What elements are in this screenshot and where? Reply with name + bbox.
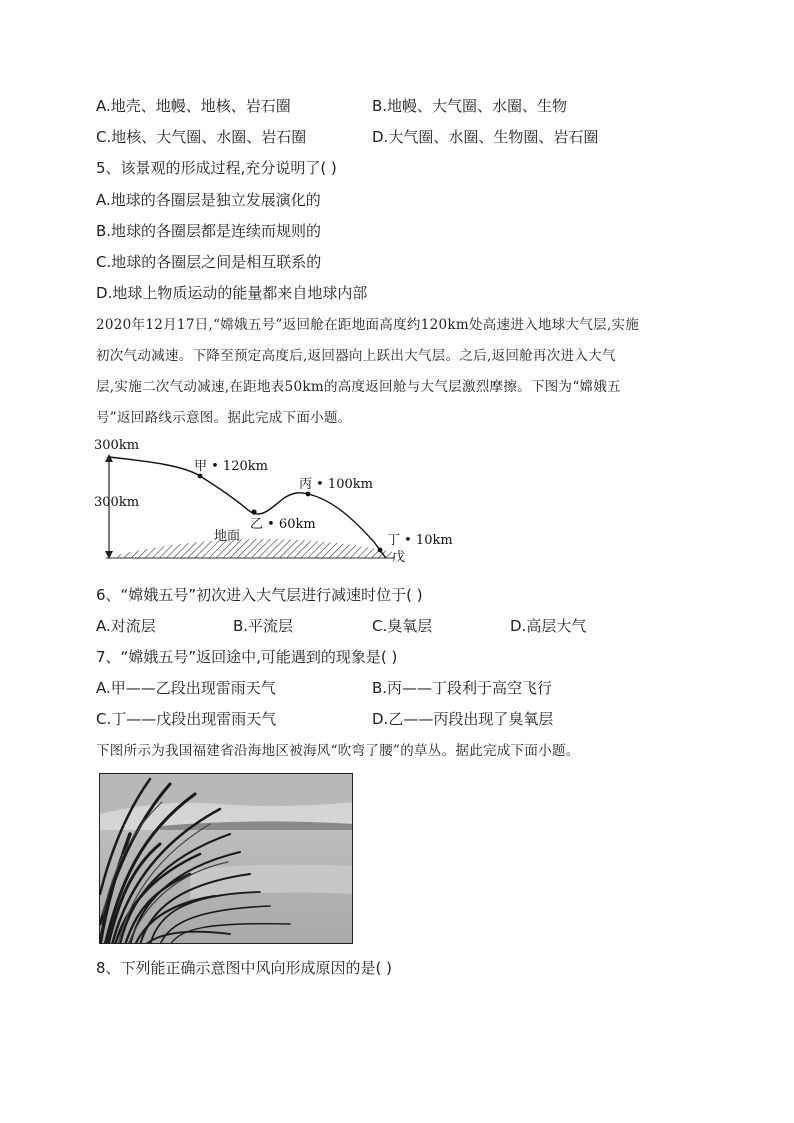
q4-option-a: A.地壳、地幔、地核、岩石圈 (96, 97, 291, 115)
top-height-label: 300km (94, 438, 140, 453)
q6-option-a: A.对流层 (96, 617, 156, 635)
point-yi (251, 509, 256, 514)
label-ding: 丁 • 10km (387, 533, 453, 548)
q6-option-d: D.高层大气 (510, 617, 587, 635)
q7-option-b: B.丙——丁段利于高空飞行 (372, 679, 553, 697)
q7-stem: 7、“嫦娥五号”返回途中,可能遇到的现象是( ) (96, 648, 398, 666)
passage1-line2: 初次气动减速。下降至预定高度后,返回器向上跃出大气层。之后,返回舱再次进入大气 (96, 348, 616, 364)
q5-stem: 5、该景观的形成过程,充分说明了( ) (96, 159, 337, 177)
ground-hatch (112, 539, 394, 558)
axis-height-label: 300km (94, 495, 140, 510)
grass-photo-image (100, 774, 353, 944)
q5-option-b: B.地球的各圈层都是连续而规则的 (96, 222, 322, 240)
point-jia (198, 474, 203, 479)
ground-label: 地面 (214, 529, 241, 544)
label-wu: 戊 (392, 550, 406, 565)
passage2-line1: 下图所示为我国福建省沿海地区被海风“吹弯了腰”的草丛。据此完成下面小题。 (96, 743, 580, 759)
label-bing: 丙 • 100km (299, 477, 373, 492)
q5-option-a: A.地球的各圈层是独立发展演化的 (96, 191, 321, 209)
q6-option-b: B.平流层 (233, 617, 294, 635)
point-bing (306, 492, 311, 497)
label-yi: 乙 • 60km (250, 517, 316, 532)
q7-option-a: A.甲——乙段出现雷雨天气 (96, 679, 276, 697)
label-jia: 甲 • 120km (194, 459, 268, 474)
q5-option-c: C.地球的各圈层之间是相互联系的 (96, 253, 322, 271)
q7-option-d: D.乙——丙段出现了臭氧层 (372, 710, 554, 728)
q7-option-c: C.丁——戊段出现雷雨天气 (96, 710, 277, 728)
q6-stem: 6、“嫦娥五号”初次进入大气层进行减速时位于( ) (96, 586, 423, 604)
return-route-diagram (94, 432, 454, 572)
q4-option-d: D.大气圈、水圈、生物圈、岩石圈 (372, 128, 599, 146)
q4-option-b: B.地幔、大气圈、水圈、生物 (372, 97, 568, 115)
q5-option-d: D.地球上物质运动的能量都来自地球内部 (96, 284, 368, 302)
q8-stem: 8、下列能正确示意图中风向形成原因的是( ) (96, 959, 393, 977)
passage1-line1: 2020年12月17日,“嫦娥五号”返回舱在距地面高度约120km处高速进入地球大气层,实施 (96, 317, 640, 333)
q6-option-c: C.臭氧层 (372, 617, 433, 635)
passage1-line3: 层,实施二次气动减速,在距地表50km的高度返回舱与大气层激烈摩擦。下图为“嫦娥五 (96, 379, 621, 395)
point-ding (378, 548, 383, 553)
grass-photo (99, 773, 353, 944)
passage1-line4: 号”返回路线示意图。据此完成下面小题。 (96, 410, 352, 426)
q4-option-c: C.地核、大气圈、水圈、岩石圈 (96, 128, 307, 146)
